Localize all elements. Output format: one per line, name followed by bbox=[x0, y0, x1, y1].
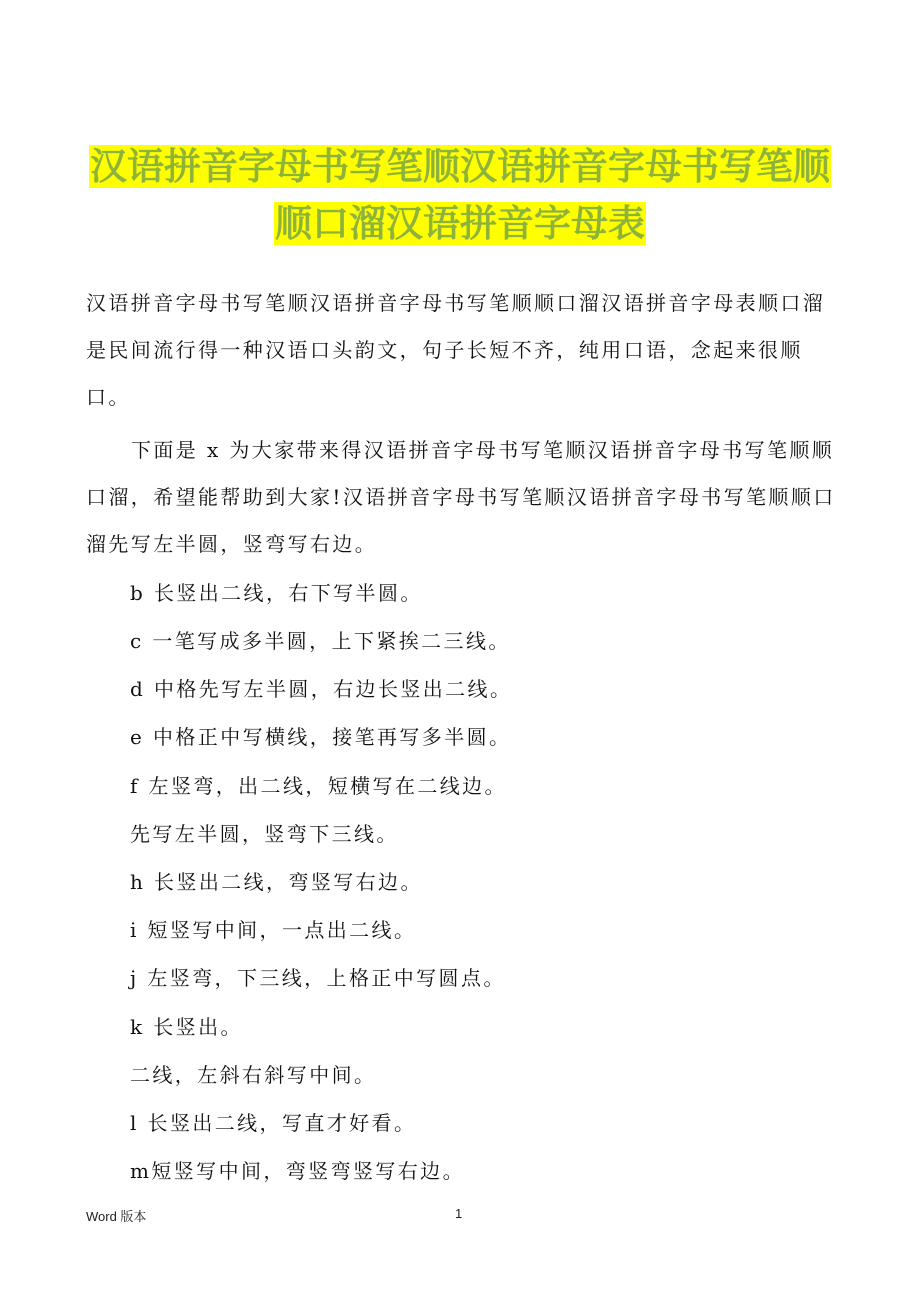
stroke-order-line: b 长竖出二线，右下写半圆。 bbox=[130, 581, 423, 605]
stroke-order-line: 二线，左斜右斜写中间。 bbox=[130, 1063, 377, 1087]
stroke-order-line: h 长竖出二线，弯竖写右边。 bbox=[130, 870, 423, 894]
document-title-line-2: 顺口溜汉语拼音字母表 bbox=[275, 202, 645, 245]
body-paragraph: 下面是 x 为大家带来得汉语拼音字母书写笔顺汉语拼音字母书写笔顺顺口溜，希望能帮助到大家!汉语拼音字母书写笔顺汉语拼音字母书写笔顺顺口溜先写左半圆，竖弯写右边。 bbox=[86, 438, 836, 556]
stroke-order-line: l 长竖出二线，写直才好看。 bbox=[130, 1111, 417, 1135]
document-title bbox=[60, 138, 860, 252]
stroke-order-line: m短竖写中间，弯竖弯竖写右边。 bbox=[130, 1159, 465, 1183]
stroke-order-line: j 左竖弯，下三线，上格正中写圆点。 bbox=[130, 966, 506, 990]
stroke-order-line: e 中格正中写横线，接笔再写多半圆。 bbox=[130, 725, 512, 749]
stroke-order-line: k 长竖出。 bbox=[130, 1015, 243, 1039]
stroke-order-line: f 左竖弯，出二线，短横写在二线边。 bbox=[130, 774, 507, 798]
page-number: 1 bbox=[455, 1206, 463, 1221]
stroke-order-line: c 一笔写成多半圆，上下紧挨二三线。 bbox=[130, 629, 511, 653]
footer-version-label: Word 版本 bbox=[86, 1209, 147, 1224]
stroke-order-line: 先写左半圆，竖弯下三线。 bbox=[130, 822, 399, 846]
stroke-order-line: i 短竖写中间，一点出二线。 bbox=[130, 918, 417, 942]
document-title-line-1: 汉语拼音字母书写笔顺汉语拼音字母书写笔顺 bbox=[90, 145, 830, 188]
stroke-order-line: d 中格先写左半圆，右边长竖出二线。 bbox=[130, 677, 513, 701]
intro-paragraph: 汉语拼音字母书写笔顺汉语拼音字母书写笔顺顺口溜汉语拼音字母表顺口溜是民间流行得一种汉语口头韵文，句子长短不齐，纯用口语，念起来很顺口。 bbox=[86, 291, 826, 409]
